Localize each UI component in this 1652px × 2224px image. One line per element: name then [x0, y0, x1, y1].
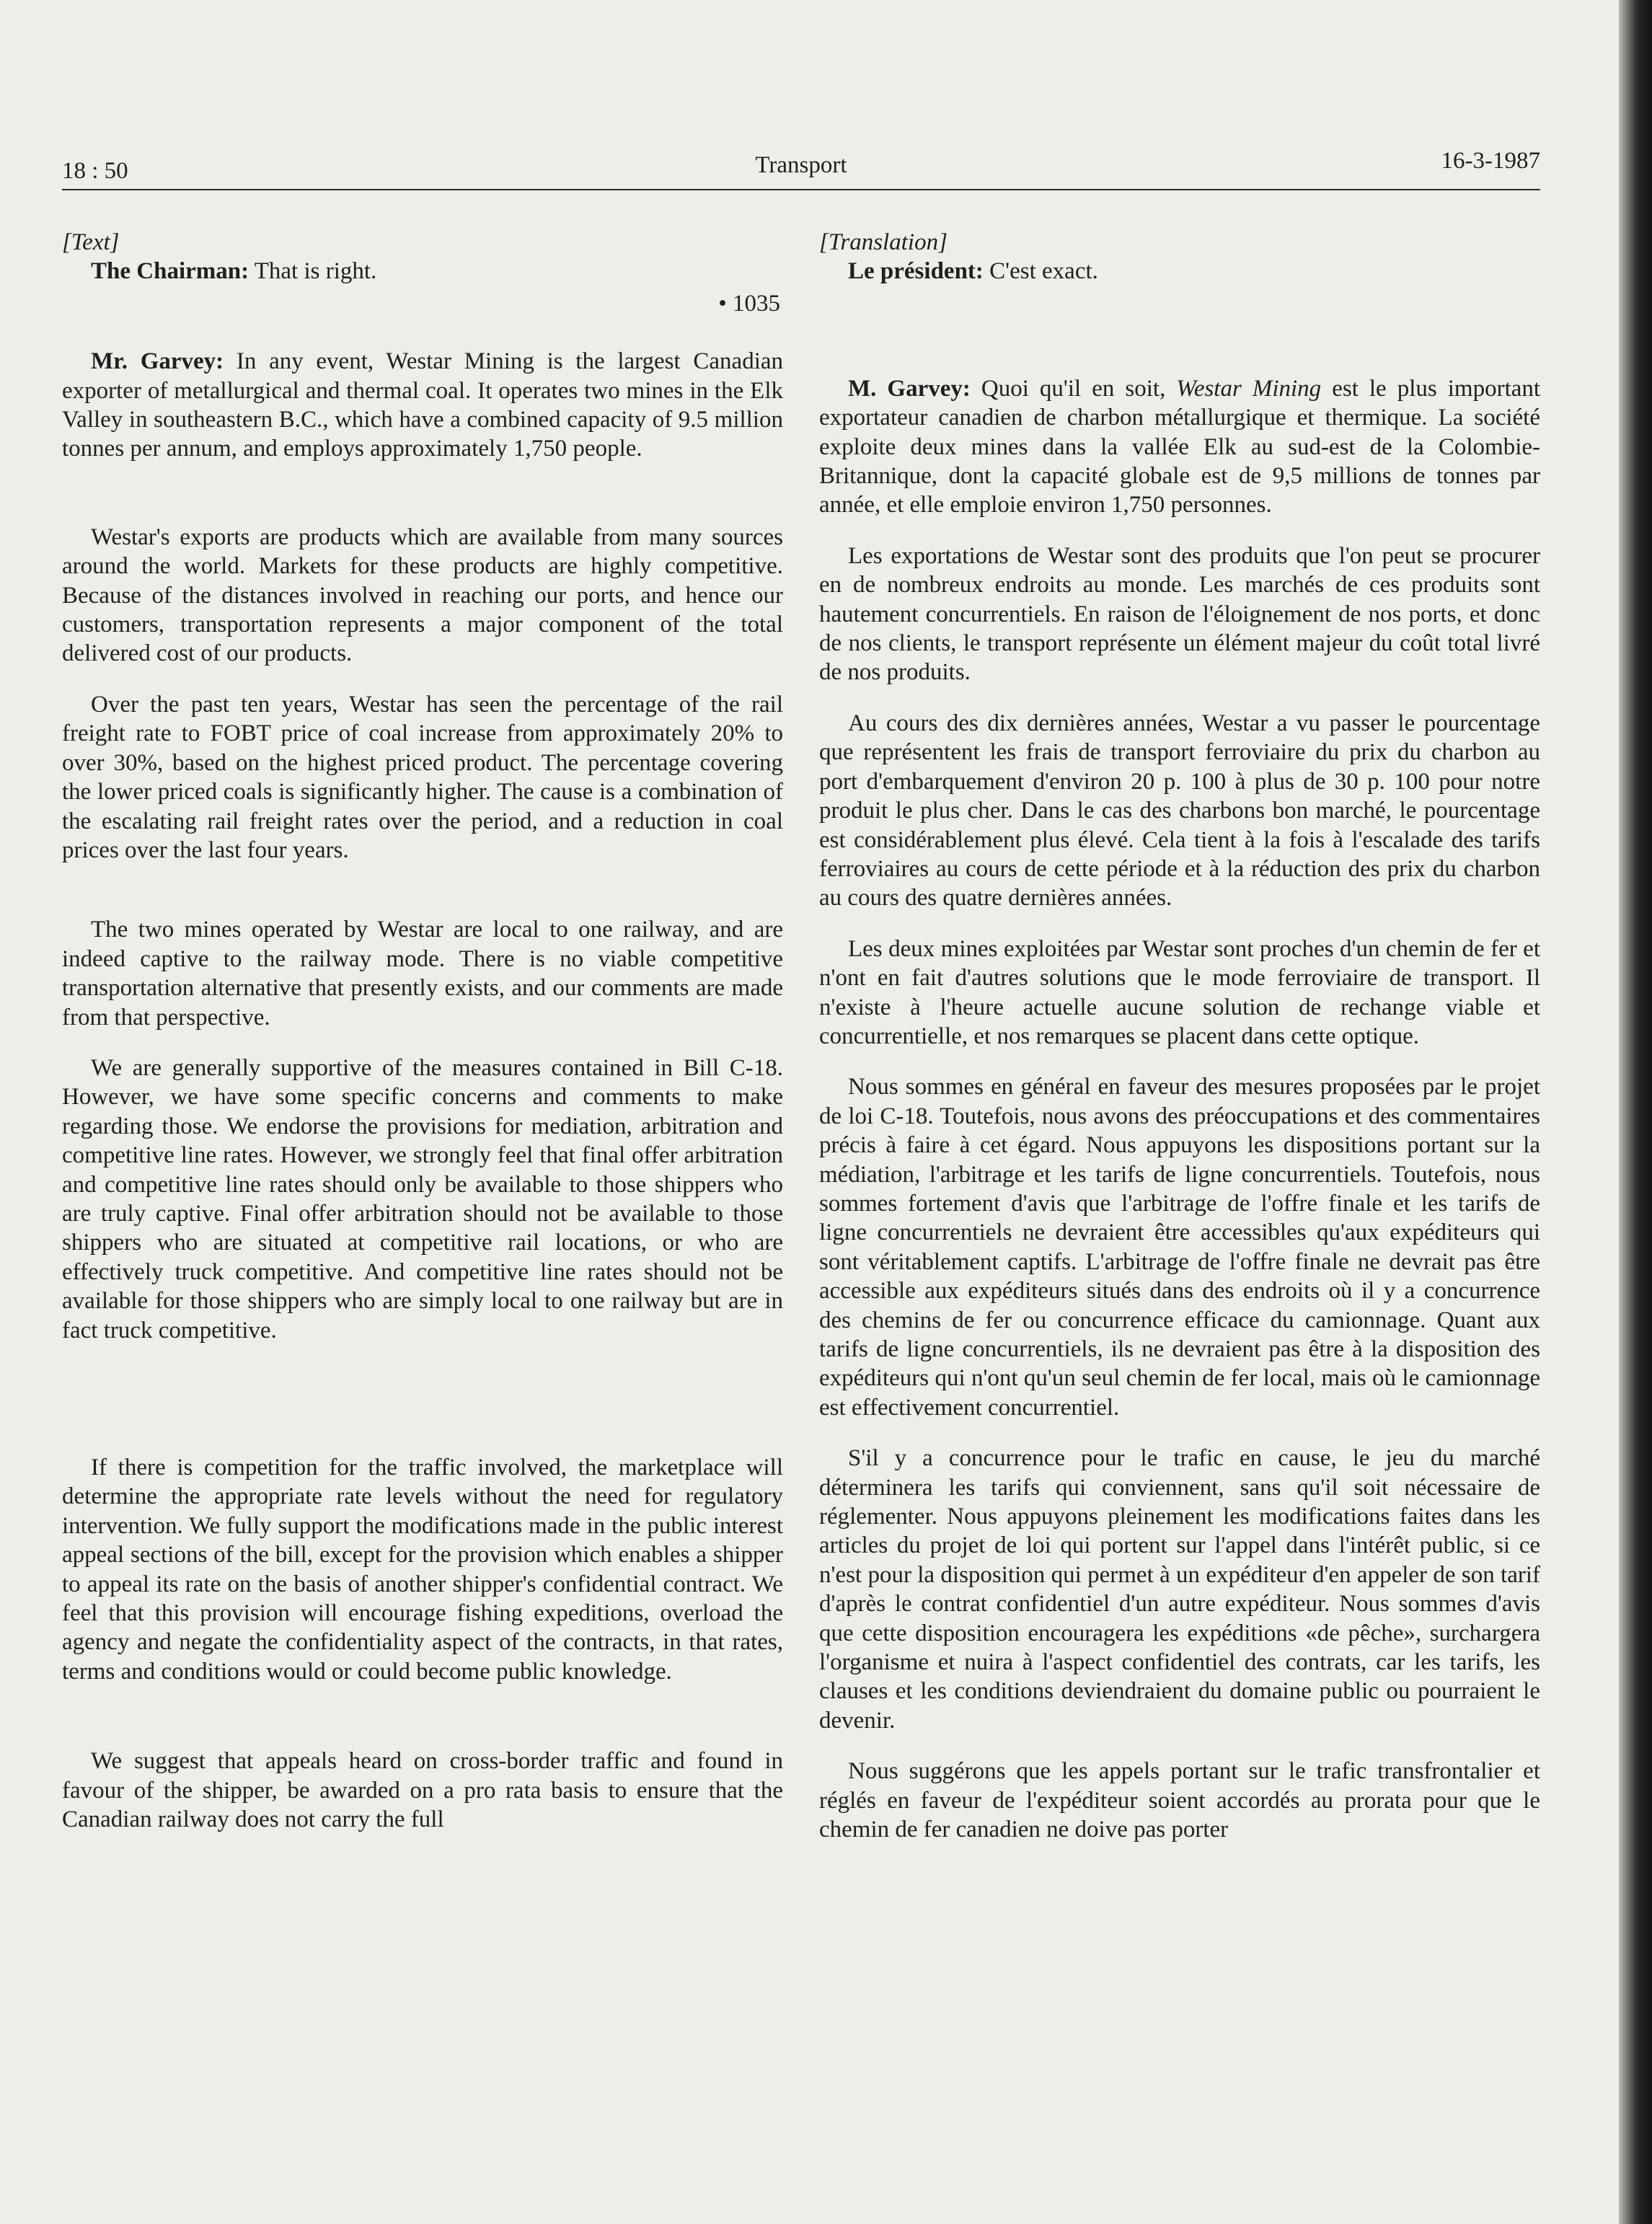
- header-date: 16-3-1987: [1441, 148, 1540, 174]
- speaker-name: M. Garvey:: [848, 375, 971, 402]
- english-column: [62, 228, 783, 1834]
- paragraph-text: est le plus important exportateur canadien de charbon métallurgique et thermique. La société exploite deux mines dans la vallée Elk au sud-est de la Colombie-Britannique, dont la capacité globale est de 9,5 millions de tonnes par année, et elle emploie environ 1,750 personnes.: [819, 375, 1541, 519]
- paragraph-5: Nous sommes en général en faveur des mesures proposées par le projet de loi C-18. Toutefois, nous avons des préoccupations et des commentaires précis à faire à cet égard. Nous appuyons les dispositions portant sur la médiation, l'arbitrage et les tarifs de ligne concurrentiels. Toutefois, nous sommes fortement d'avis que l'arbitrage de l'offre finale et les tarifs de ligne concurrentiels ne devraient être accessibles qu'aux expéditeurs qui sont véritablement captifs. L'arbitrage de l'offre finale ne devrait pas être accessible aux expéditeurs situés dans des endroits où il y a concurrence des chemins de fer ou concurrence efficace du camionnage. Quant aux tarifs de ligne concurrentiels, ils ne devraient pas être à la disposition des expéditeurs qui n'ont qu'un seul chemin de fer local, mais où le camionnage est effectivement concurrentiel.: [819, 1074, 1540, 1421]
- paragraph-2: Les exportations de Westar sont des produits que l'on peut se procurer en de nombreux endroits au monde. Les marchés de ces produits sont hautement concurrentiels. En raison de l'éloignement de nos ports, et donc de nos clients, le transport représente un élément majeur du coût total livré de nos produits.: [819, 542, 1540, 686]
- paragraph-text: In any event, Westar Mining is the largest Canadian exporter of metallurgical and thermal coal. It operates two mines in the Elk Valley in southeastern B.C., which have a combined capacity of 9.5 million tonnes per annum, and employs approximately 1,750 people.: [62, 348, 784, 462]
- paragraph-7: Nous suggérons que les appels portant sur le trafic transfrontalier et réglés en faveur de l'expéditeur soient accordés au prorata pour que le chemin de fer canadien ne doive pas porter: [819, 1758, 1540, 1843]
- paragraph-6: S'il y a concurrence pour le trafic en cause, le jeu du marché déterminera les tarifs qui conviennent, sans qu'il soit nécessaire de réglementer. Nous appuyons pleinement les modifications faites dans les articles du projet de loi qui portent sur l'appel dans l'intérêt public, si ce n'est pour la disposition qui permet à un expéditeur d'en appeler de son tarif d'après le contrat confidentiel d'un autre expéditeur. Nous sommes d'avis que cette disposition encouragera les expéditions «de pêche», surchargera l'organisme et nuira à l'aspect confidentiel des contrats, car les tarifs, les clauses et les conditions deviendraient du domaine public ou pourraient le devenir.: [819, 1445, 1540, 1734]
- running-title: Transport: [755, 152, 847, 178]
- paragraph-text: Quoi qu'il en soit,: [981, 375, 1166, 402]
- page-number: 18 : 50: [62, 158, 128, 184]
- header-rule: [62, 189, 1540, 190]
- chairman-remark: [62, 257, 783, 286]
- garvey-paragraph-1: [819, 374, 1540, 520]
- president-remark: [819, 257, 1540, 286]
- french-column: [819, 228, 1540, 1845]
- speaker-name: Mr. Garvey:: [91, 348, 224, 375]
- paragraph-7: We suggest that appeals heard on cross-border traffic and found in favour of the shipper, be awarded on a pro rata basis to ensure that the Canadian railway does not carry the full: [62, 1748, 783, 1833]
- remark-text: That is right.: [254, 258, 377, 285]
- paragraph-6: If there is competition for the traffic involved, the marketplace will determine the appropriate rate levels without the need for regulatory intervention. We fully support the modifications made in the public interest appeal sections of the bill, except for the provision which enables a shipper to appeal its rate on the basis of another shipper's confidential contract. We feel that this provision will encourage fishing expeditions, overload the agency and negate the confidentiality aspect of the contracts, in that rates, terms and conditions would or could become public knowledge.: [62, 1455, 783, 1685]
- paragraph-5: We are generally supportive of the measures contained in Bill C-18. However, we have some specific concerns and comments to make regarding those. We endorse the provisions for mediation, arbitration and competitive line rates. However, we strongly feel that final offer arbitration and competitive line rates should only be available to those shippers who are truly captive. Final offer arbitration should not be available to those shippers who are situated at competitive rail locations, or who are effectively truck competitive. And competitive line rates should not be available for those shippers who are simply local to one railway but are in fact truck competitive.: [62, 1054, 783, 1343]
- paragraph-2: Westar's exports are products which are available from many sources around the world. Markets for these products are highly competitive. Because of the distances involved in reaching our ports, and hence our customers, transportation represents a major component of the total delivered cost of our products.: [62, 524, 783, 667]
- paragraph-4: Les deux mines exploitées par Westar sont proches d'un chemin de fer et n'ont en fait d'autres solutions que le mode ferroviaire de transport. Il n'existe à l'heure actuelle aucune solution de rechange viable et concurrentielle, et nos remarques se placent dans cette optique.: [819, 935, 1540, 1049]
- garvey-paragraph-1: [62, 347, 783, 464]
- translation-tag: [Translation]: [819, 229, 948, 255]
- remark-text: C'est exact.: [989, 258, 1098, 285]
- paragraph-4: The two mines operated by Westar are local to one railway, and are indeed captive to the railway mode. There is no viable competitive transportation alternative that presently exists, and our comments are made from that perspective.: [62, 917, 783, 1031]
- speaker-name: Le président:: [848, 258, 984, 285]
- company-name: Westar Mining: [1176, 375, 1322, 402]
- time-marker: • 1035: [718, 290, 780, 317]
- speaker-name: The Chairman:: [91, 258, 249, 285]
- paragraph-3: Over the past ten years, Westar has seen the percentage of the rail freight rate to FOBT price of coal increase from approximately 20% to over 30%, based on the highest priced product. The percentage covering the lower priced coals is significantly higher. The cause is a combination of the escalating rail freight rates over the period, and a reduction in coal prices over the last four years.: [62, 691, 783, 863]
- text-tag: [Text]: [62, 229, 120, 255]
- page-header: [62, 144, 1540, 190]
- page-binding-shadow: [1619, 0, 1652, 2224]
- paragraph-3: Au cours des dix dernières années, Westar a vu passer le pourcentage que représentent les frais de transport ferroviaire du prix du charbon au port d'embarquement d'environ 20 p. 100 à plus de 30 p. 100 pour notre produit le plus cher. Dans le cas des charbons bon marché, le pourcentage est considérablement plus élevé. Cela tient à la fois à l'escalade des tarifs ferroviaires au cours de cette période et à la réduction des prix du charbon au cours des quatre dernières années.: [819, 710, 1540, 912]
